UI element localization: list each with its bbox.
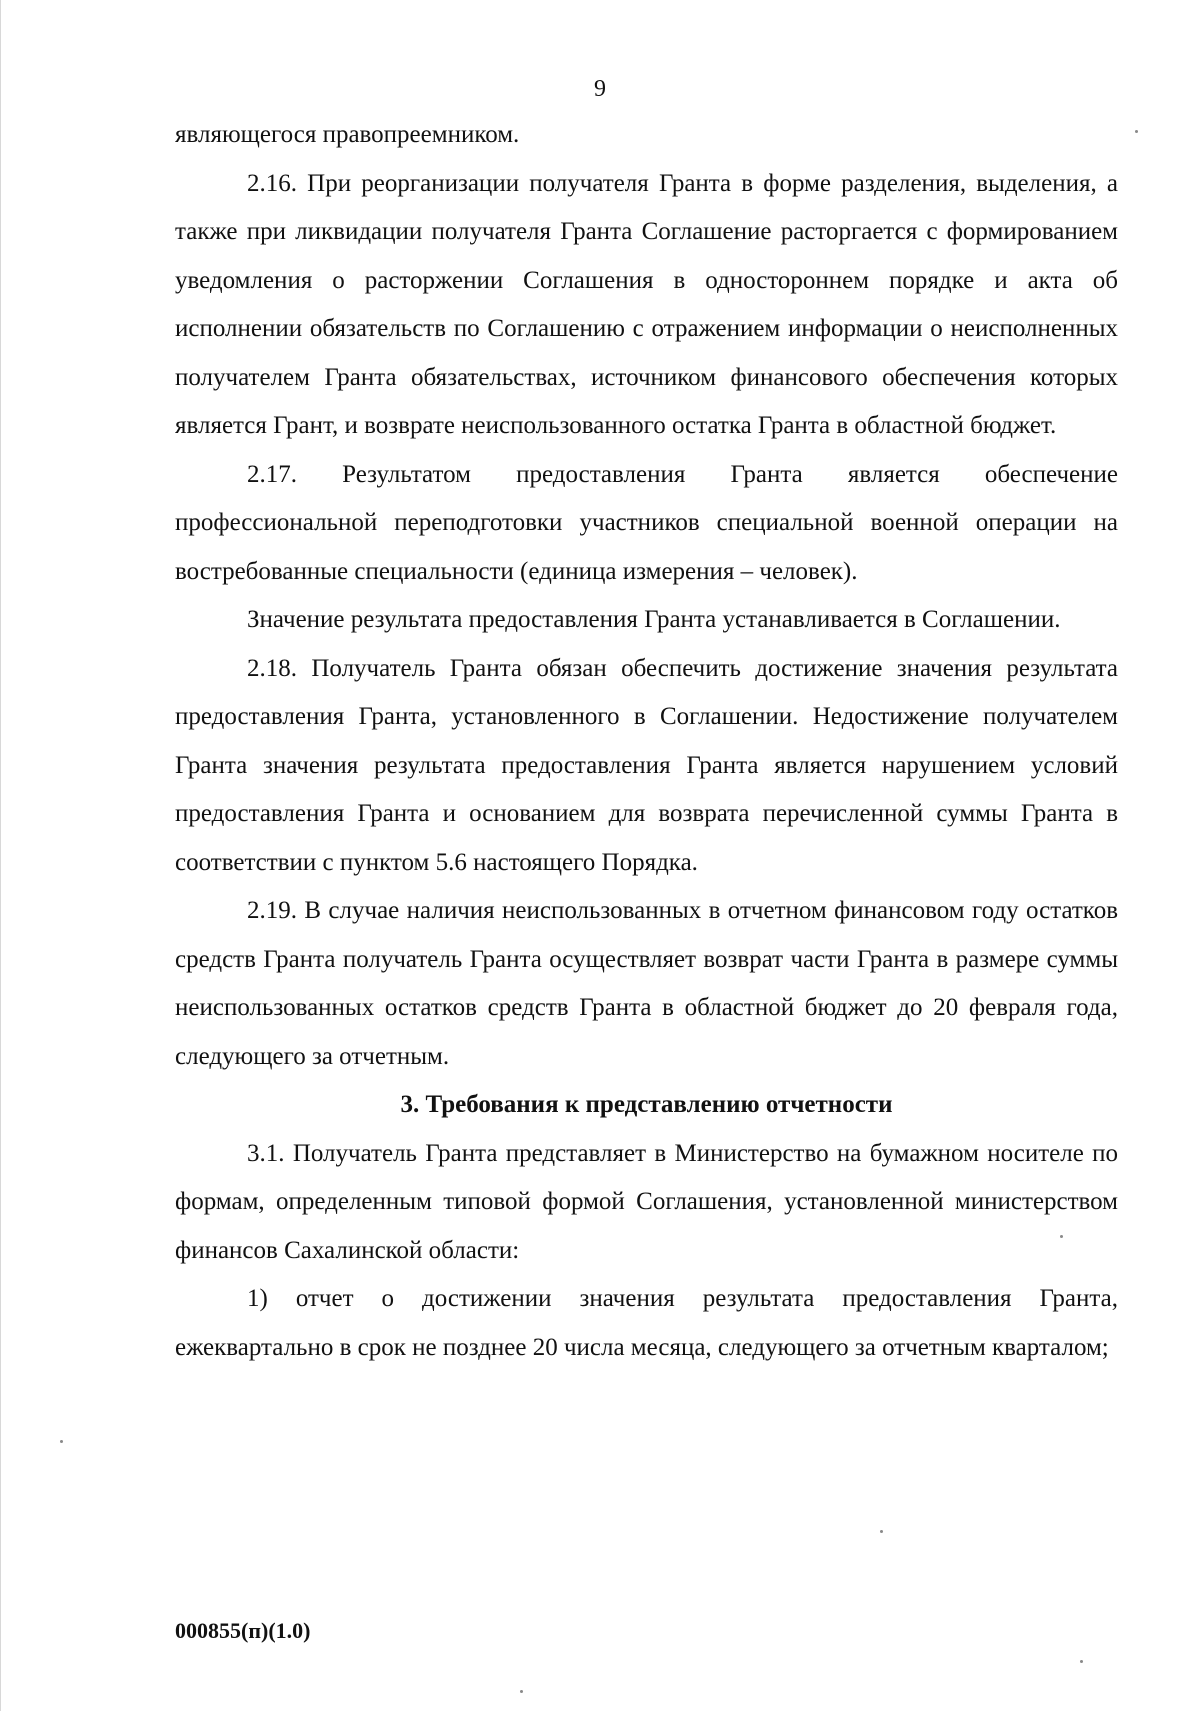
document-code: 000855(п)(1.0) — [175, 1618, 311, 1643]
paragraph-2-18: 2.18. Получатель Гранта обязан обеспечить достижение значения результата предоставления Гранта, установленного в Соглашении. Недостижение получателем Гранта значения результата предоставления Гранта является нарушением условий предоставления Гранта и основанием для возврата перечисленной суммы Гранта в соответствии с пунктом 5.6 настоящего Порядка. — [175, 654, 1118, 876]
scan-speck — [520, 1690, 523, 1693]
paragraph-2-19: 2.19. В случае наличия неиспользованных в отчетном финансовом году остатков средств Гранта получатель Гранта осуществляет возврат части Гранта в размере суммы неиспользованных остатков средств Гранта в областной бюджет до 20 февраля года, следующего за отчетным. — [175, 897, 1118, 1070]
document-body — [175, 111, 1118, 1372]
paragraph-result-value: Значение результата предоставления Гранта устанавливается в Соглашении. — [247, 606, 1061, 633]
scan-speck — [1135, 130, 1138, 133]
scan-speck — [1080, 1660, 1083, 1663]
paragraph-continuation: являющегося правопреемником. — [175, 121, 520, 148]
scan-speck — [880, 1530, 883, 1533]
section-heading: 3. Требования к представлению отчетности — [400, 1091, 893, 1118]
paragraph-3-1: 3.1. Получатель Гранта представляет в Министерство на бумажном носителе по формам, определенным типовой формой Соглашения, установленной министерством финансов Сахалинской области: — [175, 1139, 1118, 1264]
paragraph-3-1-item-1: 1) отчет о достижении значения результата предоставления Гранта, ежеквартально в срок не позднее 20 числа месяца, следующего за отчетным кварталом; — [175, 1285, 1118, 1361]
scan-speck — [60, 1440, 63, 1443]
paragraph-2-16: 2.16. При реорганизации получателя Гранта в форме разделения, выделения, а также при ликвидации получателя Гранта Соглашение расторгается с формированием уведомления о расторжении Соглашения в одностороннем порядке и акта об исполнении обязательств по Соглашению с отражением информации о неисполненных получателем Гранта обязательствах, источником финансового обеспечения которых является Грант, и возврате неиспользованного остатка Гранта в областной бюджет. — [175, 169, 1118, 439]
page-number: 9 — [594, 76, 606, 102]
scan-speck — [1060, 1235, 1063, 1238]
paragraph-2-17: 2.17. Результатом предоставления Гранта является обеспечение профессиональной переподготовки участников специальной военной операции на востребованные специальности (единица измерения – человек). — [175, 460, 1118, 585]
scan-edge-line — [0, 0, 1, 1711]
